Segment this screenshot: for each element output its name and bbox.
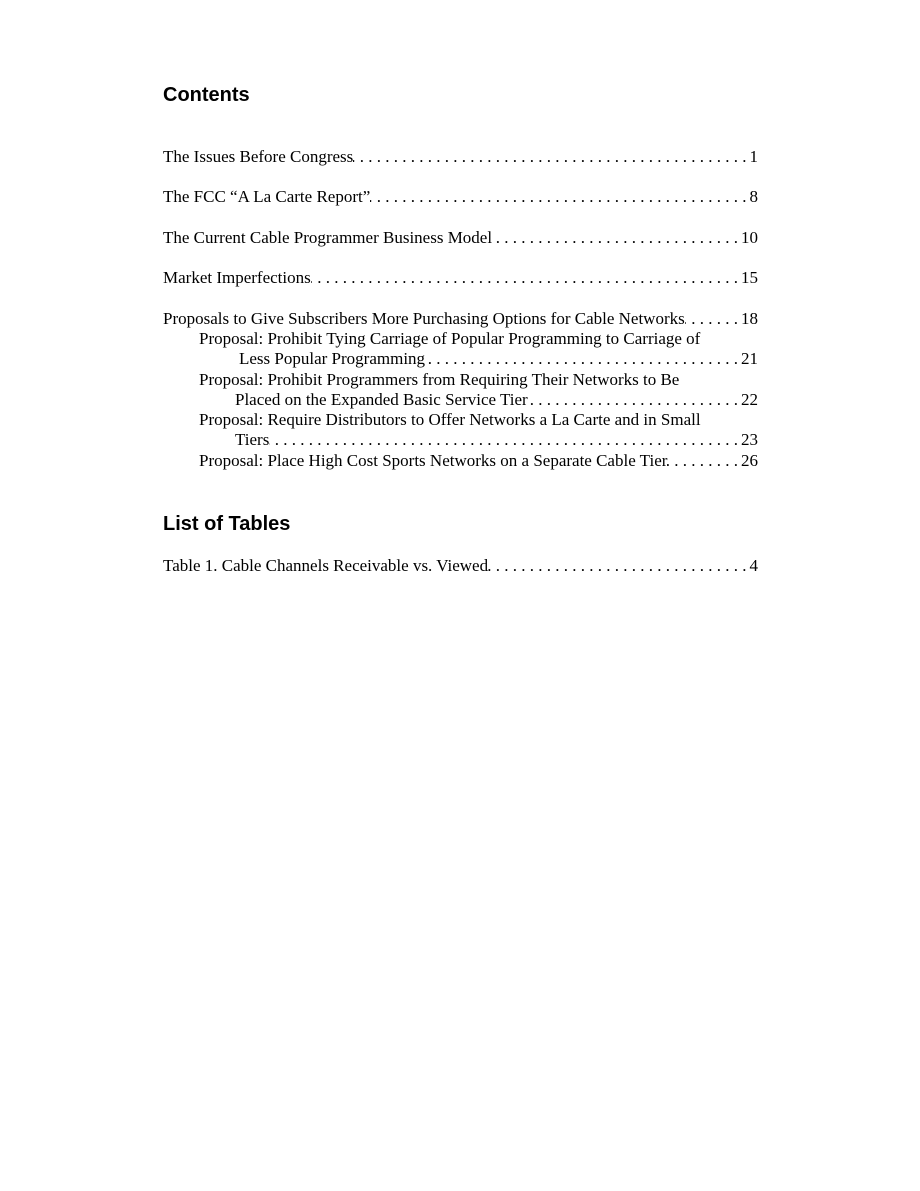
list-of-tables-heading: List of Tables [163, 513, 291, 535]
table-list-entry-page: 4 [749, 556, 758, 575]
table-list-entry-label: Table 1. Cable Channels Receivable vs. Viewed [163, 556, 489, 575]
toc-entry-label: The Current Cable Programmer Business Model [163, 228, 493, 247]
dot-leader [685, 309, 738, 329]
toc-subentry-page: 23 [741, 430, 758, 450]
dot-leader [353, 147, 746, 167]
toc-entry-label: The Issues Before Congress [163, 147, 354, 166]
toc-subentry-label-line1: Proposal: Require Distributors to Offer Networks a La Carte and in Small [199, 410, 701, 429]
dot-leader [370, 187, 746, 207]
toc-entry-label: Proposals to Give Subscribers More Purchasing Options for Cable Networks [163, 309, 685, 328]
dot-leader [488, 556, 746, 576]
dot-leader [492, 228, 738, 248]
table-list-entry[interactable] [163, 556, 758, 576]
toc-subentry-label-line2: Less Popular Programming [239, 349, 426, 369]
toc-entry-page: 18 [741, 309, 758, 328]
dot-leader [425, 349, 738, 369]
toc-subentry-label-line1: Proposal: Prohibit Tying Carriage of Popular Programming to Carriage of [199, 329, 701, 348]
toc-subentry-label-line2: Tiers [235, 430, 270, 450]
toc-subentry-page: 22 [741, 390, 758, 410]
toc-entry[interactable] [163, 187, 758, 207]
dot-leader [667, 451, 738, 471]
toc-subentry-label-line1: Proposal: Place High Cost Sports Networks on a Separate Cable Tier [199, 451, 668, 470]
toc-subentry[interactable] [163, 329, 758, 370]
toc-entry-page: 15 [741, 268, 758, 287]
toc-entry-page: 1 [749, 147, 758, 166]
toc-entry[interactable] [163, 268, 758, 288]
toc-subentry[interactable] [163, 410, 758, 451]
toc-subentry-page: 26 [741, 451, 758, 470]
toc-entry[interactable] [163, 309, 758, 329]
dot-leader [269, 430, 738, 450]
toc-subentry-label-line2: Placed on the Expanded Basic Service Tier [235, 390, 528, 410]
dot-leader [528, 390, 738, 410]
toc-subentry[interactable] [163, 451, 758, 471]
contents-heading: Contents [163, 84, 250, 106]
dot-leader [311, 268, 738, 288]
toc-entry-page: 8 [749, 187, 758, 206]
toc-entry-page: 10 [741, 228, 758, 247]
toc-subentry[interactable] [163, 370, 758, 411]
toc-entry[interactable] [163, 228, 758, 248]
toc-entry-label: The FCC “A La Carte Report” [163, 187, 371, 206]
toc-entry[interactable] [163, 147, 758, 167]
toc-subentry-label-line1: Proposal: Prohibit Programmers from Requiring Their Networks to Be [199, 370, 680, 389]
toc-subentry-page: 21 [741, 349, 758, 369]
toc-entry-label: Market Imperfections [163, 268, 311, 287]
